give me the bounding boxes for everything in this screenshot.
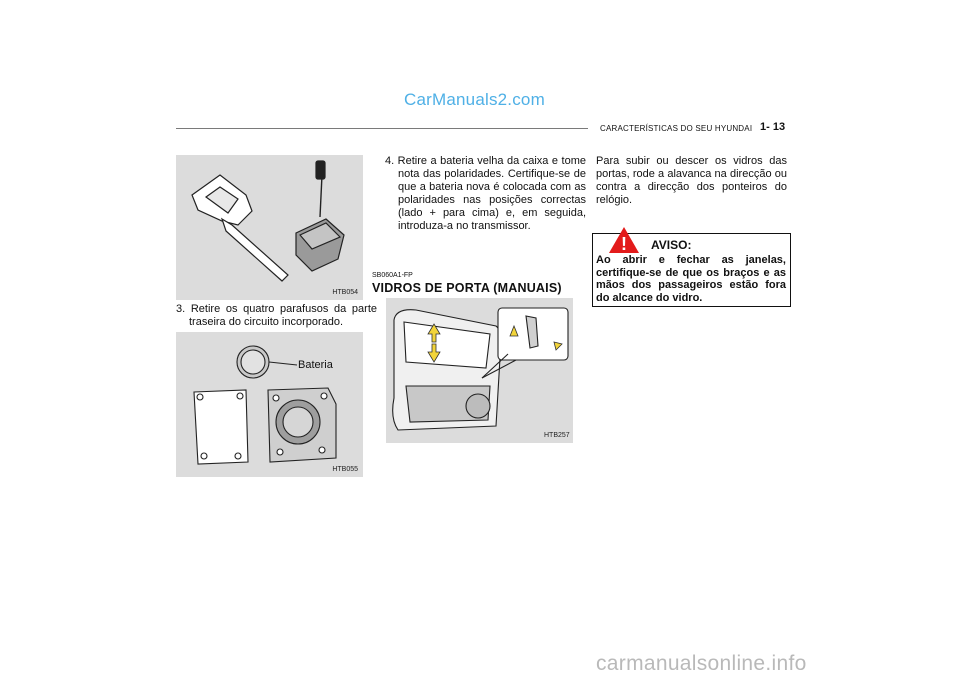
warning-icon (608, 226, 640, 254)
step-4-text: 4. Retire a bateria velha da caixa e tome nota das polaridades. Certifique-se de que a bateria nova é colocada com as polaridades nas posições correctas (lado + para cima) e, em seguida, introduza-a no transmissor. (385, 155, 586, 232)
figure-door (386, 298, 573, 443)
battery-illustration (176, 332, 363, 477)
section-code: SB060A1-FP (372, 272, 413, 279)
figure-id: HTB257 (544, 432, 570, 439)
page-number: 1- 13 (760, 121, 786, 133)
warning-title: AVISO: (651, 238, 692, 252)
figure-id: HTB054 (332, 289, 358, 296)
door-illustration (386, 298, 573, 443)
figure-key (176, 155, 363, 300)
step-3-text: 3. Retire os quatro parafusos da parte traseira do circuito incorporado. (176, 303, 377, 328)
header-section: CARACTERÍSTICAS DO SEU HYUNDAI (600, 124, 753, 133)
figure-id: HTB055 (332, 466, 358, 473)
window-instructions: Para subir ou descer os vidros das portas, rode a alavanca na direcção ou contra a direcção dos ponteiros do relógio. (596, 155, 787, 206)
warning-text: Ao abrir e fechar as janelas, certifique-se de que os braços e as mãos dos passageiros estão fora do alcance do vidro. (596, 254, 786, 304)
battery-label: Bateria (298, 359, 333, 371)
watermark-top[interactable]: CarManuals2.com (404, 90, 545, 109)
key-illustration (176, 155, 363, 300)
header-rule (176, 128, 588, 129)
figure-battery (176, 332, 363, 477)
section-title: VIDROS DE PORTA (MANUAIS) (372, 281, 562, 295)
svg-text:!: ! (621, 234, 627, 254)
watermark-bottom[interactable]: carmanualsonline.info (596, 652, 807, 675)
